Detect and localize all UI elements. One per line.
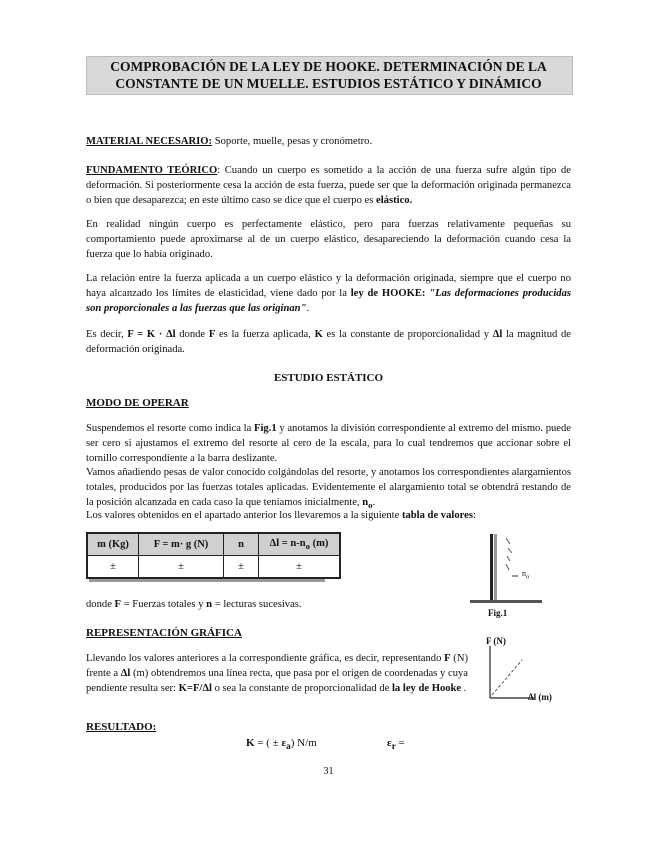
- grafica-paragraph: [86, 651, 468, 696]
- symbol-k: K: [314, 329, 323, 340]
- title-line-1: COMPROBACIÓN DE LA LEY DE HOOKE. DETERMINACIÓN DE LA: [110, 59, 547, 74]
- res-er-sub: r: [391, 741, 396, 752]
- hooke-paragraph: [86, 271, 571, 316]
- res-eq: = ( ±: [254, 737, 282, 749]
- page-title: [86, 58, 571, 92]
- res-er-eq: =: [395, 737, 405, 749]
- res-eps: ε: [281, 737, 287, 749]
- modo-text-3a: Los valores obtenidos en el apartado anterior los llevaremos a la siguiente: [86, 510, 402, 521]
- graph-sketch: [478, 638, 570, 708]
- elastico-word: elástico.: [376, 195, 413, 206]
- modo-text-1a: Suspendemos el resorte como indica la: [86, 423, 254, 434]
- n0-subscript: o: [368, 500, 373, 511]
- resultado-heading: RESULTADO:: [86, 721, 157, 733]
- hooke-text: La relación entre la fuerza aplicada a un cuerpo elástico y la deformación originada, siempre que el cuerpo no haya alcanzado los límites de elasticidad, viene dado por la: [86, 273, 571, 299]
- fig1-no-text: n: [522, 569, 526, 578]
- modo-text-3b: :: [472, 510, 476, 521]
- graph-y-label: F (N): [486, 636, 506, 646]
- graf-text-b: (N) frente a: [86, 653, 468, 679]
- donde-f: F: [114, 599, 122, 610]
- formula-text-d: es la constante de proporcionalidad y: [322, 329, 493, 340]
- formula-text-c: es la fuerza aplicada,: [215, 329, 315, 340]
- table-cell: ±: [87, 556, 139, 579]
- hooke-quote: "Las deformaciones producidas son proporcionales a las fuerzas que las originan": [86, 288, 571, 314]
- graf-k-formula: K=F/Δl: [178, 683, 212, 694]
- material-heading: MATERIAL NECESARIO:: [86, 136, 213, 147]
- res-k: K: [246, 737, 255, 749]
- formula-intro: Es decir,: [86, 329, 128, 340]
- graf-law: la ley de Hooke: [391, 683, 462, 694]
- title-line-2: CONSTANTE DE UN MUELLE. ESTUDIOS ESTÁTICO Y DINÁMICO: [115, 76, 542, 91]
- modo-text-2b: .: [372, 497, 376, 508]
- n0-symbol: n: [362, 497, 369, 508]
- graf-text-a: Llevando los valores anteriores a la correspondiente gráfica, es decir, representando: [86, 653, 445, 664]
- fundamento-paragraph: [86, 163, 571, 208]
- resultado-k: [246, 737, 317, 751]
- donde-text-b: = Fuerzas totales y: [121, 599, 207, 610]
- formula-text-b: donde: [175, 329, 209, 340]
- donde-n: n: [206, 599, 213, 610]
- header-n: [224, 533, 259, 556]
- donde-text-c: = lecturas sucesivas.: [212, 599, 302, 610]
- modo-paragraph-1: [86, 421, 571, 466]
- material-text: Soporte, muelle, pesas y cronómetro.: [212, 136, 373, 147]
- fundamento-paragraph-2: [86, 217, 571, 262]
- header-force-text: F = m· g (N): [153, 539, 209, 550]
- header-dl-sub: o: [305, 541, 310, 552]
- modo-text-2a: Vamos añadiendo pesas de valor conocido colgándolas del resorte, y anotamos los correspondientes alargamientos totales, producidos por las fuerzas totales aplicadas. Evidentemente el alargamiento total se obtendrá restando de la posición alcanzada en cada caso la que teníamos inicialmente,: [86, 467, 571, 508]
- header-dl-text: Δl = n-n: [269, 537, 306, 549]
- modo-text-1b: y anotamos la división correspondiente al extremo del mismo. puede ser cero si ajustamos el extremo del resorte al cero de la escala, para lo cual tendremos que accionar sobre el tornillo correspondiente a la barra deslizante.: [86, 423, 571, 464]
- header-mass-text: m (Kg): [97, 539, 129, 550]
- header-n-text: n: [238, 539, 244, 550]
- graf-text-c: (m) obtendremos una línea recta, que pasa por el origen de coordenadas y cuya pendiente resulta ser:: [86, 668, 468, 694]
- spring-figure-svg: [470, 528, 550, 624]
- res-units: ) N/m: [290, 737, 317, 749]
- fig1-ref: Fig.1: [253, 423, 277, 434]
- hooke-formula: F = K · Δl: [127, 329, 176, 340]
- figure-1: [470, 528, 550, 624]
- values-table: [86, 532, 341, 579]
- fundamento-text: : Cuando un cuerpo es sometido a la acción de una fuerza sufre algún tipo de deformación. Si posteriormente cesa la acción de esta fuerza, puede ser que la deformación originada permanezca o bien que desaparezca; en este último caso se dice que el cuerpo es: [86, 165, 571, 206]
- fig1-no-sub: o: [526, 573, 530, 581]
- table-row: [87, 556, 340, 579]
- table-cell: ±: [224, 556, 259, 579]
- modo-operar-heading: MODO DE OPERAR: [86, 397, 189, 409]
- formula-text-e: la magnitud de deformación originada.: [86, 329, 572, 355]
- fundamento-text-2: En realidad ningún cuerpo es perfectamente elástico, pero para fuerzas relativamente pequeñas su comportamiento puede aproximarse al de un cuerpo elástico, desapareciendo la deformación cuando cesa la fuerza que lo había originado.: [86, 219, 571, 260]
- hooke-law-label: ley de HOOKE:: [350, 288, 426, 299]
- fig1-no-label: [522, 569, 529, 581]
- table-cell: ±: [259, 556, 341, 579]
- graf-text-d: o sea la constante de proporcionalidad de: [211, 683, 392, 694]
- symbol-f: F: [208, 329, 216, 340]
- table-cell: ±: [139, 556, 224, 579]
- header-force: [139, 533, 224, 556]
- header-dl-unit: (m): [309, 537, 329, 549]
- page-number: 31: [323, 766, 334, 777]
- graph-sketch-svg: [478, 638, 570, 708]
- representacion-heading: REPRESENTACIÓN GRÁFICA: [86, 627, 242, 639]
- res-eps-sub: a: [286, 741, 291, 752]
- estudio-estatico-heading: ESTUDIO ESTÁTICO: [273, 372, 384, 384]
- table-header-row: [87, 533, 340, 556]
- graf-f: F: [444, 653, 451, 664]
- symbol-dl: Δl: [492, 329, 503, 340]
- material-paragraph: [86, 134, 571, 149]
- res-er: ε: [387, 737, 392, 749]
- resultado-er: [387, 737, 405, 751]
- header-dl: [259, 533, 341, 556]
- graf-dl: Δl: [120, 668, 131, 679]
- formula-paragraph: [86, 327, 571, 357]
- graph-x-label: Δl (m): [528, 692, 552, 702]
- modo-paragraph-3: [86, 508, 571, 523]
- hooke-end: .: [306, 303, 310, 314]
- header-mass: [87, 533, 139, 556]
- tabla-valores-label: tabla de valores: [401, 510, 473, 521]
- fig1-caption: Fig.1: [488, 608, 508, 618]
- modo-paragraph-2: [86, 465, 571, 513]
- fundamento-heading: FUNDAMENTO TEÓRICO: [86, 165, 218, 176]
- graf-text-e: .: [461, 683, 467, 694]
- donde-text-a: donde: [86, 599, 115, 610]
